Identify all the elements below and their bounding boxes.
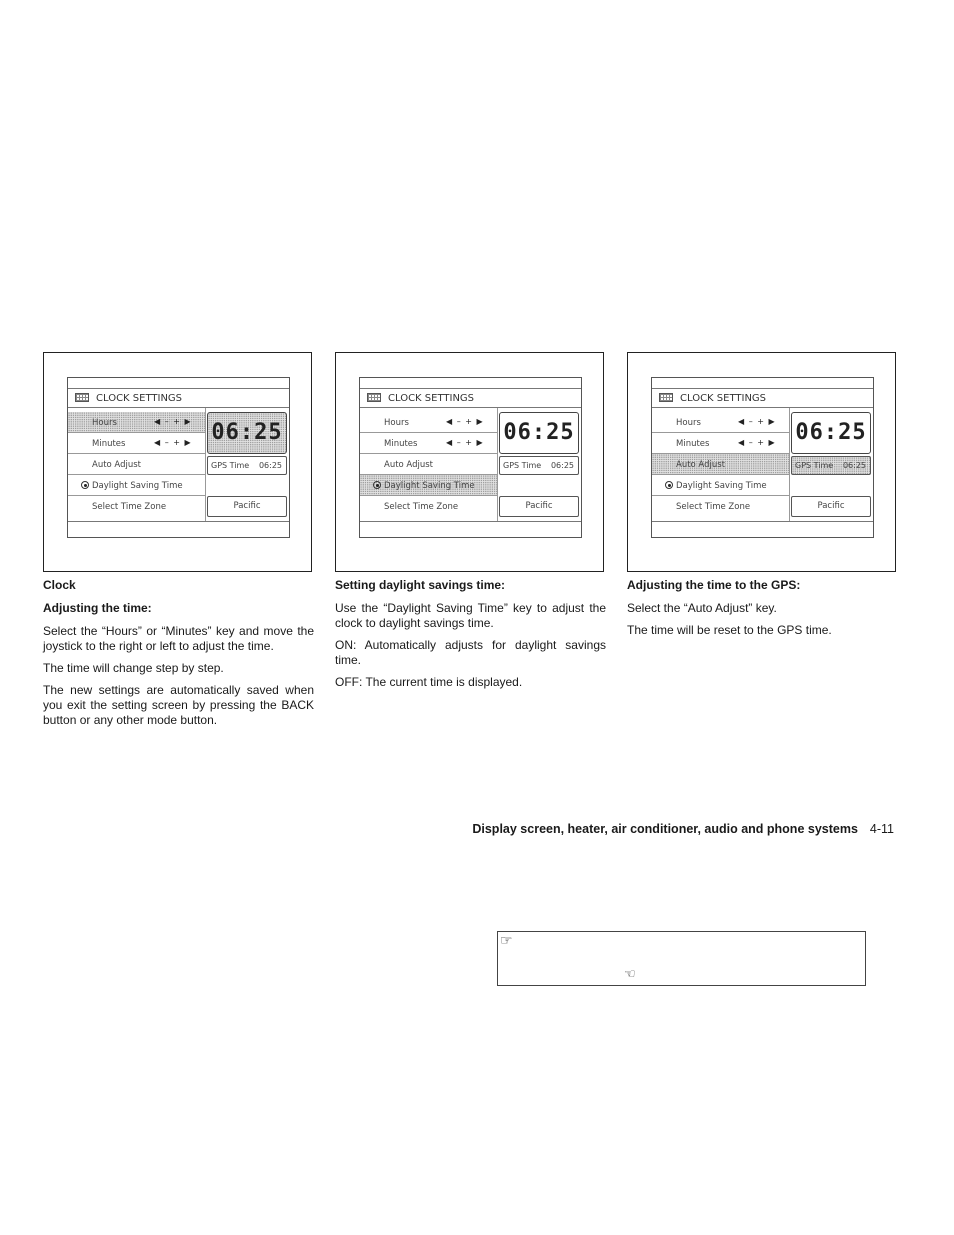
radio-indicator bbox=[373, 481, 381, 489]
minutes-key[interactable] bbox=[68, 433, 205, 454]
grid-icon bbox=[75, 393, 89, 402]
screen-title-bar bbox=[68, 388, 289, 408]
hours-adjust-control[interactable]: ◀ – + ▶ bbox=[154, 417, 192, 426]
paragraph: Select the “Hours” or “Minutes” key and move the joystick to the right or left to adjust the time. bbox=[43, 624, 314, 653]
gps-time-display bbox=[499, 456, 579, 475]
paragraph: The time will be reset to the GPS time. bbox=[627, 623, 832, 637]
daylight-saving-label: Daylight Saving Time bbox=[676, 481, 767, 491]
hours-adjust-control[interactable]: ◀ – + ▶ bbox=[738, 417, 776, 426]
daylight-saving-key[interactable] bbox=[68, 475, 205, 496]
figure-auto-adjust bbox=[627, 352, 896, 572]
daylight-saving-label: Daylight Saving Time bbox=[384, 481, 475, 491]
subheading: Adjusting the time to the GPS: bbox=[627, 578, 801, 592]
screen-title-bar bbox=[652, 388, 873, 408]
figure-daylight-saving bbox=[335, 352, 604, 572]
gps-label: GPS Time bbox=[795, 461, 834, 470]
minutes-key[interactable] bbox=[360, 433, 497, 454]
grid-icon bbox=[659, 393, 673, 402]
radio-indicator bbox=[665, 481, 673, 489]
divider bbox=[360, 521, 581, 522]
clock-settings-screen bbox=[67, 377, 290, 538]
clock-time: 06:25 bbox=[503, 420, 575, 445]
auto-adjust-label: Auto Adjust bbox=[92, 460, 142, 470]
radio-indicator bbox=[81, 481, 89, 489]
select-time-zone-key[interactable] bbox=[652, 496, 789, 517]
daylight-saving-key[interactable] bbox=[360, 475, 497, 496]
select-time-zone-key[interactable] bbox=[360, 496, 497, 517]
text-column-clock bbox=[43, 578, 314, 735]
divider bbox=[789, 408, 790, 521]
gps-time: 06:25 bbox=[550, 461, 574, 470]
paragraph: OFF: The current time is displayed. bbox=[335, 675, 523, 689]
hours-key[interactable] bbox=[652, 412, 789, 433]
clock-time: 06:25 bbox=[795, 420, 867, 445]
hours-label: Hours bbox=[92, 418, 117, 428]
auto-adjust-key[interactable] bbox=[68, 454, 205, 475]
screen-title: CLOCK SETTINGS bbox=[388, 393, 475, 404]
reference-box bbox=[497, 931, 866, 986]
gps-label: GPS Time bbox=[211, 461, 250, 470]
pointing-hand-icon: ☞ bbox=[500, 932, 513, 948]
minutes-label: Minutes bbox=[384, 439, 418, 449]
time-zone-display: Pacific bbox=[499, 496, 579, 517]
time-zone-display: Pacific bbox=[791, 496, 871, 517]
divider bbox=[205, 408, 206, 521]
text-column-daylight bbox=[335, 578, 606, 697]
page-number: 4-11 bbox=[869, 822, 894, 836]
minutes-adjust-control[interactable]: ◀ – + ▶ bbox=[154, 438, 192, 447]
gps-time: 06:25 bbox=[842, 461, 866, 470]
gps-time-display bbox=[207, 456, 287, 475]
subheading: Setting daylight savings time: bbox=[335, 578, 506, 592]
gps-time-display bbox=[791, 456, 871, 475]
select-time-zone-label: Select Time Zone bbox=[92, 502, 167, 512]
select-time-zone-key[interactable] bbox=[68, 496, 205, 517]
clock-display bbox=[499, 412, 579, 454]
grid-icon bbox=[367, 393, 381, 402]
hours-adjust-control[interactable]: ◀ – + ▶ bbox=[446, 417, 484, 426]
select-time-zone-label: Select Time Zone bbox=[676, 502, 751, 512]
pointing-hand-icon: ☜ bbox=[624, 966, 636, 981]
daylight-saving-key[interactable] bbox=[652, 475, 789, 496]
clock-display bbox=[207, 412, 287, 454]
minutes-label: Minutes bbox=[676, 439, 710, 449]
paragraph: The time will change step by step. bbox=[43, 661, 224, 675]
page-footer bbox=[472, 822, 894, 836]
clock-display bbox=[791, 412, 871, 454]
minutes-adjust-control[interactable]: ◀ – + ▶ bbox=[446, 438, 484, 447]
gps-time: 06:25 bbox=[258, 461, 282, 470]
paragraph: The new settings are automatically saved when you exit the setting screen by pressing the BACK button or any other mode button. bbox=[43, 683, 314, 727]
paragraph: Use the “Daylight Saving Time” key to adjust the clock to daylight savings time. bbox=[335, 601, 606, 630]
paragraph: ON: Automatically adjusts for daylight savings time. bbox=[335, 638, 606, 667]
auto-adjust-key[interactable] bbox=[360, 454, 497, 475]
divider bbox=[68, 521, 289, 522]
time-zone-display: Pacific bbox=[207, 496, 287, 517]
clock-settings-screen bbox=[651, 377, 874, 538]
auto-adjust-label: Auto Adjust bbox=[676, 460, 726, 470]
hours-label: Hours bbox=[676, 418, 701, 428]
clock-settings-screen bbox=[359, 377, 582, 538]
figure-clock-hours bbox=[43, 352, 312, 572]
auto-adjust-label: Auto Adjust bbox=[384, 460, 434, 470]
hours-label: Hours bbox=[384, 418, 409, 428]
paragraph: Select the “Auto Adjust” key. bbox=[627, 601, 777, 615]
divider bbox=[652, 521, 873, 522]
screen-title: CLOCK SETTINGS bbox=[96, 393, 183, 404]
text-column-gps bbox=[627, 578, 898, 645]
divider bbox=[497, 408, 498, 521]
minutes-key[interactable] bbox=[652, 433, 789, 454]
minutes-adjust-control[interactable]: ◀ – + ▶ bbox=[738, 438, 776, 447]
section-heading: Clock bbox=[43, 578, 76, 592]
select-time-zone-label: Select Time Zone bbox=[384, 502, 459, 512]
gps-label: GPS Time bbox=[503, 461, 542, 470]
clock-time: 06:25 bbox=[211, 420, 283, 445]
hours-key[interactable] bbox=[68, 412, 205, 433]
screen-title: CLOCK SETTINGS bbox=[680, 393, 767, 404]
minutes-label: Minutes bbox=[92, 439, 126, 449]
hours-key[interactable] bbox=[360, 412, 497, 433]
subheading: Adjusting the time: bbox=[43, 601, 152, 615]
footer-title: Display screen, heater, air conditioner, audio and phone systems bbox=[472, 822, 858, 836]
daylight-saving-label: Daylight Saving Time bbox=[92, 481, 183, 491]
auto-adjust-key[interactable] bbox=[652, 454, 789, 475]
screen-title-bar bbox=[360, 388, 581, 408]
